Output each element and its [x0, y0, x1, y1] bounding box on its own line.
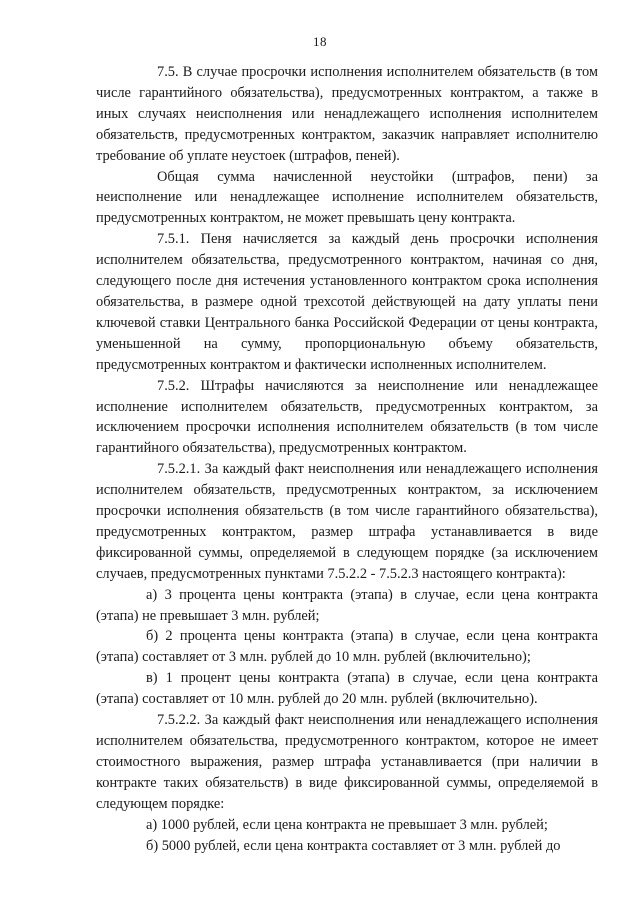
- paragraph-7-5-2-2: 7.5.2.2. За каждый факт неисполнения или ненадлежащего исполнения исполнителем обязательства, предусмотренного контрактом, которое не имеет стоимостного выражения, размер штрафа устанавливается (при наличии в контракте таких обязательств) в виде фиксированной суммы, определяемой в следующем порядке:: [96, 712, 598, 812]
- list-item-b-2: б) 5000 рублей, если цена контракта составляет от 3 млн. рублей до: [146, 837, 561, 854]
- paragraph-7-5-2-1: 7.5.2.1. За каждый факт неисполнения или ненадлежащего исполнения исполнителем обязательств, предусмотренных контрактом, за исключением просрочки исполнения обязательств (в том числе гарантийного обязательства), предусмотренных контрактом, размер штрафа устанавливается в виде фиксированной суммы, определяемой в следующем порядке (за исключением случаев, предусмотренных пунктами 7.5.2.2 - 7.5.2.3 настоящего контракта):: [96, 461, 598, 582]
- paragraph-7-5-2: 7.5.2. Штрафы начисляются за неисполнение или ненадлежащее исполнение исполнителем обязательств, предусмотренных контрактом, за исключением просрочки исполнения исполнителем обязательств (в том числе гарантийного обязательства), предусмотренных контрактом.: [96, 377, 598, 457]
- list-item-b: б) 2 процента цены контракта (этапа) в случае, если цена контракта (этапа) составляет от 3 млн. рублей до 10 млн. рублей (включительно);: [96, 628, 598, 666]
- paragraph-total-penalty: Общая сумма начисленной неустойки (штрафов, пени) за неисполнение или ненадлежащее исполнение исполнителем обязательств, предусмотренных контрактом, не может превышать цену контракта.: [96, 168, 598, 227]
- page-number: 18: [313, 34, 327, 49]
- paragraph-7-5-1: 7.5.1. Пеня начисляется за каждый день просрочки исполнения исполнителем обязательства, предусмотренного контрактом, начиная со дня, следующего после дня истечения установленного контрактом срока исполнения обязательства, в размере одной трехсотой действующей на дату уплаты пени ключевой ставки Центрального банка Российской Федерации от цены контракта, уменьшенной на сумму, пропорциональную объему обязательств, предусмотренных контрактом и фактически исполненных исполнителем.: [96, 231, 598, 373]
- list-item-v: в) 1 процент цены контракта (этапа) в случае, если цена контракта (этапа) составляет от 10 млн. рублей до 20 млн. рублей (включительно).: [96, 670, 598, 708]
- document-body: [96, 62, 598, 856]
- list-item-a: а) 3 процента цены контракта (этапа) в случае, если цена контракта (этапа) не превышает 3 млн. рублей;: [96, 586, 598, 624]
- paragraph-7-5: 7.5. В случае просрочки исполнения исполнителем обязательств (в том числе гарантийного обязательства), предусмотренных контрактом, а также в иных случаях неисполнения или ненадлежащего исполнения исполнителем обязательств, предусмотренных контрактом, заказчик направляет исполнителю требование об уплате неустоек (штрафов, пеней).: [96, 64, 598, 164]
- list-item-a-2: а) 1000 рублей, если цена контракта не превышает 3 млн. рублей;: [146, 816, 548, 833]
